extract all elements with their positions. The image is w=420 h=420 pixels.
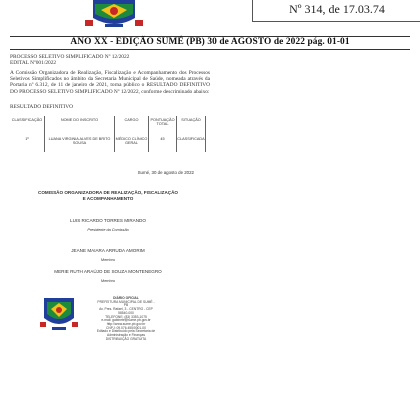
footer-line: DIÁRIO OFICIAL [113, 296, 139, 300]
footer-line: PREFEITURA MUNICIPAL DE SUMÉ - PB [97, 299, 155, 308]
member-3-name: MERIE RUTH ARAÚJO DE SOUZA MONTENEGRO [54, 269, 162, 274]
footer-line: http://www.sume.pb.gov.br [106, 321, 146, 326]
table-header-score: PONTUAÇÃO TOTAL [150, 118, 175, 127]
process-header [10, 54, 210, 66]
edital-number: EDITAL Nº001/2022 [10, 60, 57, 67]
signature-date: Sumé, 30 de agosto de 2022 [137, 170, 194, 175]
table-header-classification: CLASSIFICAÇÃO [11, 118, 43, 122]
member-1-name: LUIS RICARDO TORRES MIRANDO [70, 218, 146, 223]
footer-line: Av. Pres. Rafael, 3 - CENTRO - CEP 58540-000 [99, 307, 153, 315]
table-row-classification: 1º [25, 137, 29, 141]
municipal-crest-logo [85, 0, 143, 30]
table-row-name: LUANA VIRGINIA ALVES DE BRITO SOUSA [48, 137, 111, 146]
law-number-box [252, 0, 420, 22]
committee-title: COMISSÃO ORGANIZADORA DE REALIZAÇÃO, FISCALIZAÇÃO E ACOMPANHAMENTO [38, 190, 178, 201]
member-2-name: JEANE MAIARA ARRUDA AMORIM [71, 248, 145, 253]
footer-line: e-mail: gabinete@sume.pb.gov.br [101, 318, 151, 323]
table-row-score: 45 [160, 137, 165, 141]
law-number: Nº 314, de 17.03.74 [289, 2, 385, 16]
process-number: PROCESSO SELETIVO SIMPLIFICADO Nº 12/2022 [10, 54, 130, 60]
results-table [10, 116, 206, 154]
result-label: RESULTADO DEFINITIVO [10, 104, 74, 110]
table-header-name: NOME DO INSCRITO [60, 118, 99, 122]
footer-line: TELEFONE: (83) 3353-1075 [105, 314, 147, 319]
footer-crest-logo [40, 296, 78, 333]
member-2-role: Membro [101, 258, 115, 262]
table-header-role: CARGO [124, 118, 139, 122]
footer-line: CNPJ: 09.076.455/0001-00 [106, 325, 146, 330]
member-1-role: Presidente da Comissão [87, 228, 129, 232]
table-row-status: CLASSIFICADA [177, 137, 205, 141]
masthead-rule-bottom [10, 49, 410, 50]
table-header-status: SITUAÇÃO [181, 118, 201, 122]
table-divider [205, 116, 206, 152]
masthead-line: ANO XX - EDIÇÃO SUMÉ (PB) 30 de AGOSTO de 2022 pág. 01-01 [70, 37, 350, 47]
footer-address-block [96, 297, 156, 341]
intro-paragraph: A Comissão Organizadora de Realização, Fiscalização e Acompanhamento dos Processos Seletivos Simplificados no âmbito da Secretaria Municipal de Saúde, nomeada através da Portaria nº 6.312, de 11 de janeiro de 2021, torna público o RESULTADO DEFINITIVO DO PROCESSO SELETIVO SIMPLIFICADO Nº 12/2022, conforme descriminado abaixo: [10, 70, 210, 95]
footer-line: DISTRIBUIÇÃO GRATUITA [105, 336, 147, 341]
footer-line: Editado e Distribuído pela Secretaria de [96, 329, 156, 334]
footer-line: Administração e Finanças [107, 333, 145, 338]
table-row-role: MÉDICO CLÍNICO GERAL [115, 137, 148, 146]
member-3-role: Membro [101, 279, 115, 283]
